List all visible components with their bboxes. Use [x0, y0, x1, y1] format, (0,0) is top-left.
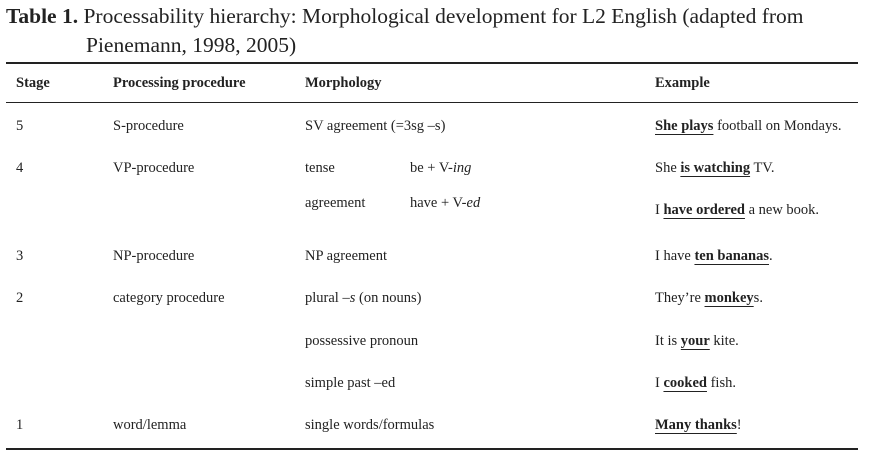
stage-cell: 5 [16, 118, 24, 134]
example-highlight: is watching [680, 160, 751, 176]
example-text: She [655, 160, 681, 176]
header-morphology: Morphology [305, 75, 382, 91]
example-text: It is [655, 333, 681, 349]
header-rule [6, 102, 858, 103]
stage-cell: 1 [16, 417, 24, 433]
example-text: a new book. [744, 202, 820, 218]
morphology-cell: NP agreement [305, 248, 388, 264]
morph-text: plural – [305, 290, 350, 306]
morphology-cell: agreement [305, 195, 366, 211]
example-cell [655, 201, 819, 219]
header-example: Example [655, 75, 710, 91]
example-highlight: monkey [704, 290, 754, 306]
procedure-cell: S-procedure [113, 118, 184, 134]
header-stage: Stage [16, 75, 50, 91]
morph-form-suffix: ing [452, 160, 472, 176]
example-text: They’re [655, 290, 705, 306]
example-cell [655, 416, 742, 434]
example-text: football on Mondays. [713, 118, 842, 134]
morphology-cell: tense [305, 160, 335, 176]
example-text: . [769, 248, 773, 264]
morphology-cell: simple past –ed [305, 375, 396, 391]
example-cell [655, 332, 739, 350]
example-cell [655, 289, 763, 307]
example-highlight: ten bananas [694, 248, 769, 264]
morph-form-text: be + V- [410, 160, 453, 176]
morph-text: (on nouns) [355, 290, 422, 306]
stage-cell: 3 [16, 248, 24, 264]
example-text: I [655, 375, 664, 391]
bottom-rule [6, 448, 858, 450]
example-text: ! [736, 417, 742, 433]
example-highlight: Many thanks [655, 417, 737, 433]
morphology-cell: SV agreement (=3sg –s) [305, 118, 446, 134]
top-rule [6, 62, 858, 64]
example-text: TV. [750, 160, 775, 176]
header-procedure: Processing procedure [113, 75, 246, 91]
morphology-cell [305, 289, 421, 307]
example-highlight: have ordered [663, 202, 745, 218]
example-cell [655, 374, 736, 392]
example-text: I [655, 202, 664, 218]
caption-label: Table 1. [6, 4, 79, 28]
procedure-cell: category procedure [113, 290, 225, 306]
example-text: fish. [706, 375, 736, 391]
morphology-cell: possessive pronoun [305, 333, 419, 349]
morphology-cell: single words/formulas [305, 417, 435, 433]
example-text: s. [753, 290, 763, 306]
example-highlight: your [680, 333, 710, 349]
morphology-form-cell [410, 194, 480, 212]
procedure-cell: VP-procedure [113, 160, 195, 176]
example-cell [655, 159, 775, 177]
caption-title: Processability hierarchy: Morphological development for L2 English (adapted from [83, 4, 804, 28]
morphology-form-cell [410, 159, 471, 177]
stage-cell: 2 [16, 290, 24, 306]
procedure-cell: NP-procedure [113, 248, 195, 264]
example-cell [655, 247, 773, 265]
morph-form-suffix: ed [466, 195, 481, 211]
example-text: I have [655, 248, 695, 264]
stage-cell: 4 [16, 160, 24, 176]
example-text: kite. [709, 333, 739, 349]
example-highlight: cooked [663, 375, 707, 391]
morph-suffix: s [349, 290, 356, 306]
example-highlight: She plays [655, 118, 714, 134]
example-cell [655, 117, 842, 135]
procedure-cell: word/lemma [113, 417, 187, 433]
caption-line-2: Pienemann, 1998, 2005) [86, 33, 297, 57]
morph-form-text: have + V- [410, 195, 467, 211]
